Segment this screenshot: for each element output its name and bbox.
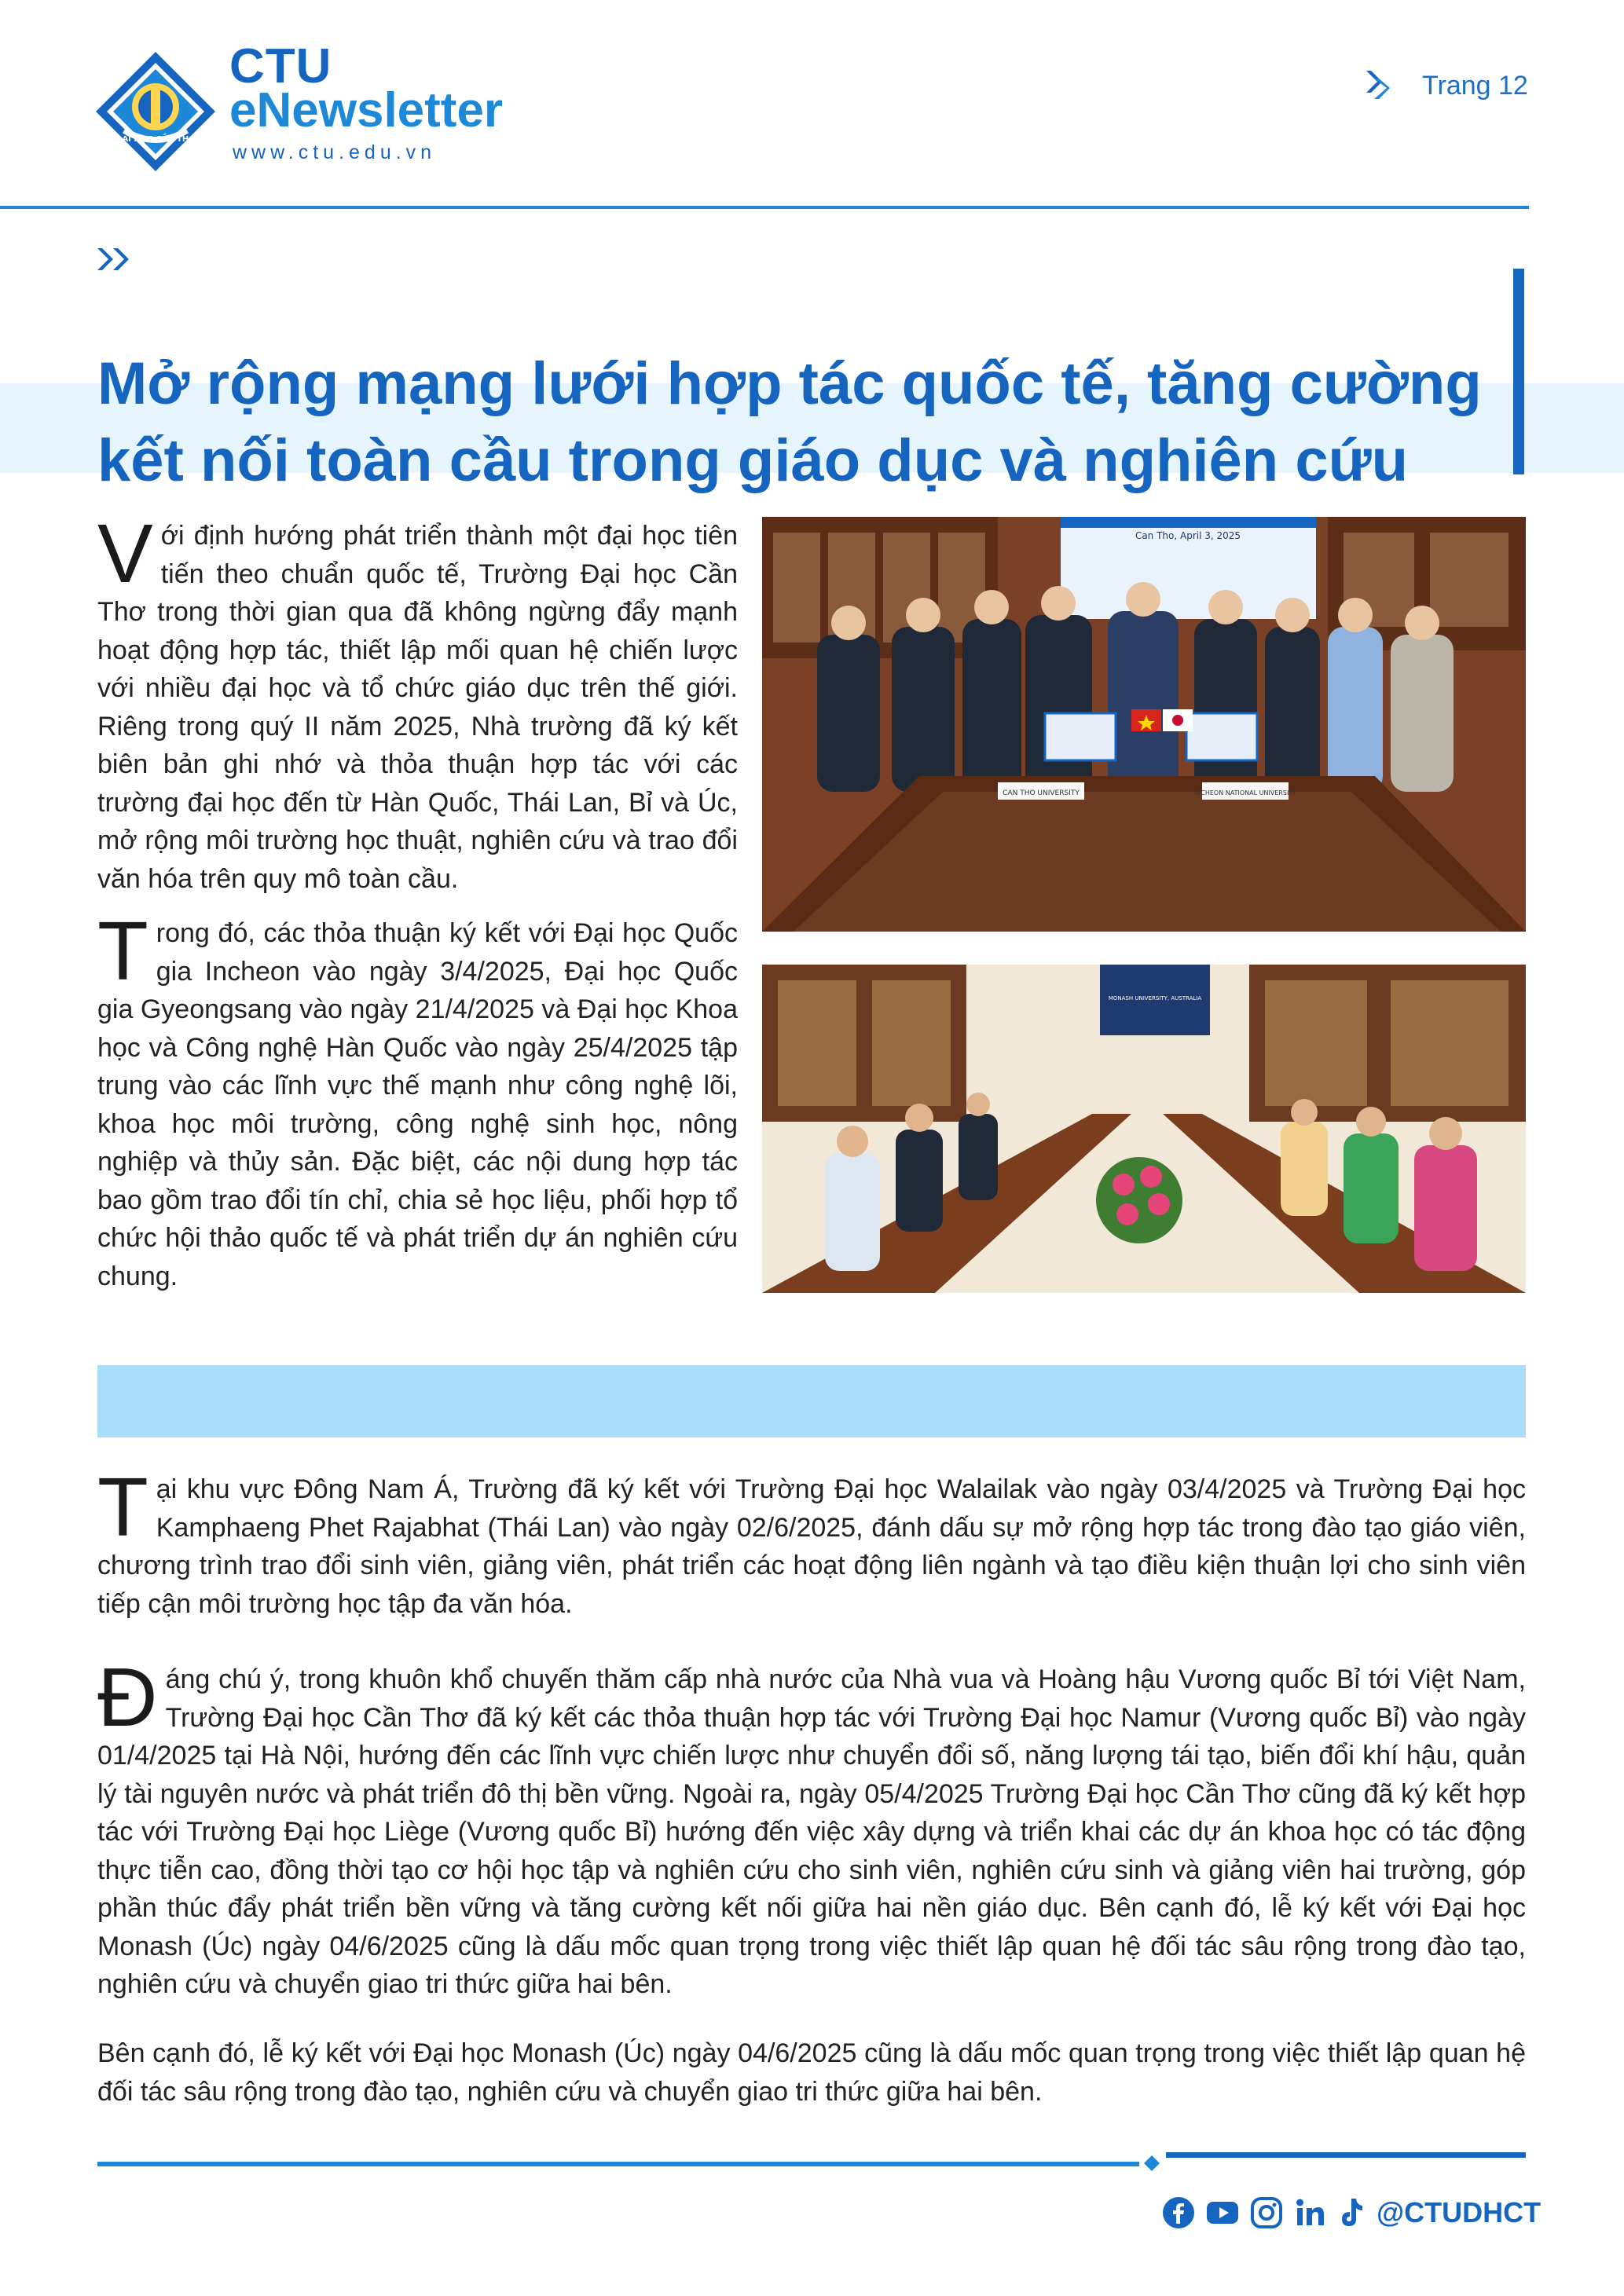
- nameplate-left: CAN THO UNIVERSITY: [1003, 789, 1080, 797]
- section-divider-band: [97, 1365, 1526, 1437]
- footer-divider-left: [97, 2162, 1139, 2166]
- photo-signing-ceremony: [762, 517, 1526, 932]
- ctu-logo: [93, 49, 218, 174]
- screen-caption: MONASH UNIVERSITY, AUSTRALIA: [1108, 995, 1202, 1002]
- page-number: Trang 12: [1422, 71, 1528, 101]
- footer-divider-right: [1166, 2152, 1526, 2158]
- drop-cap: V: [97, 507, 153, 600]
- nameplate-right: INCHEON NATIONAL UNIVERSITY: [1193, 789, 1297, 796]
- paragraph-korea: [97, 905, 738, 1295]
- svg-text:ĐẠI HỌC CẦN THƠ: ĐẠI HỌC CẦN THƠ: [115, 135, 196, 144]
- facebook-icon[interactable]: [1161, 2195, 1196, 2230]
- chevron-diamond-icon: [1363, 69, 1391, 101]
- screen-caption: Can Tho, April 3, 2025: [1135, 530, 1241, 541]
- youtube-icon[interactable]: [1205, 2195, 1240, 2230]
- paragraph-southeast-asia: [97, 1461, 1526, 1623]
- paragraph-belgium: [97, 1651, 1526, 2004]
- diamond-icon: [1144, 2155, 1160, 2171]
- drop-cap: Đ: [97, 1651, 158, 1744]
- paragraph-text: áng chú ý, trong khuôn khổ chuyến thăm cấp nhà nước của Nhà vua và Hoàng hậu Vương quốc Bỉ tới Việt Nam, Trường Đại học Cần Thơ đã ký kết các thỏa thuận hợp tác với Trường Đại học Namur (Vương quốc Bỉ) vào ngày 01/4/2025 tại Hà Nội, hướng đến các lĩnh vực chiến lược như chuyển đổi số, năng lượng tái tạo, biến đổi khí hậu, quản lý tài nguyên nước và phát triển đô thị bền vững. Ngoài ra, ngày 05/4/2025 Trường Đại học Cần Thơ cũng đã ký kết hợp tác với Trường Đại học Liège (Vương quốc Bỉ) hướng đến việc xây dựng và triển khai các dự án khoa học có tác động thực tiễn cao, đồng thời tạo cơ hội học tập và nghiên cứu cho sinh viên, nghiên cứu sinh và giảng viên hai trường, góp phần thúc đẩy phát triển bền vững và tăng cường kết nối giữa hai nền giáo dục. Bên cạnh đó, lễ ký kết với Đại học Monash (Úc) ngày 04/6/2025 cũng là dấu mốc quan trọng trong việc thiết lập quan hệ đối tác sâu rộng trong đào tạo, nghiên cứu và chuyển giao tri thức giữa hai bên.: [97, 1664, 1526, 1999]
- brand-ctu: CTU: [229, 39, 332, 93]
- website-url[interactable]: www.ctu.edu.vn: [233, 141, 437, 163]
- photo-monash-meeting: [762, 965, 1526, 1293]
- title-accent-bar: [1513, 269, 1524, 474]
- double-chevron-icon: [96, 247, 134, 273]
- paragraph-monash: Bên cạnh đó, lễ ký kết với Đại học Monash (Úc) ngày 04/6/2025 cũng là dấu mốc quan trọng trong việc thiết lập quan hệ đối tác sâu rộng trong đào tạo, nghiên cứu và chuyển giao tri thức giữa hai bên.: [97, 2038, 1526, 2107]
- brand-enewsletter: eNewsletter: [229, 83, 504, 137]
- tiktok-icon[interactable]: [1336, 2195, 1367, 2230]
- paragraph-text: ại khu vực Đông Nam Á, Trường đã ký kết với Trường Đại học Walailak vào ngày 03/4/2025 và Trường Đại học Kamphaeng Phet Rajabhat (Thái Lan) vào ngày 02/6/2025, đánh dấu sự mở rộng hợp tác trong đào tạo giáo viên, chương trình trao đổi sinh viên, giảng viên, phát triển các hoạt động liên ngành và tạo điều kiện thuận lợi cho sinh viên tiếp cận môi trường học tập đa văn hóa.: [97, 1474, 1526, 1619]
- article-title: Mở rộng mạng lưới hợp tác quốc tế, tăng cường kết nối toàn cầu trong giáo dục và nghiên cứu: [97, 350, 1482, 494]
- drop-cap: T: [97, 1461, 148, 1554]
- instagram-icon[interactable]: [1249, 2195, 1284, 2230]
- linkedin-icon[interactable]: [1293, 2195, 1328, 2230]
- header-divider: [0, 206, 1529, 209]
- drop-cap: T: [97, 905, 148, 998]
- social-handle[interactable]: @CTUDHCT: [1377, 2196, 1542, 2228]
- paragraph-text: ới định hướng phát triển thành một đại học tiên tiến theo chuẩn quốc tế, Trường Đại học Cần Thơ trong thời gian qua đã không ngừng đẩy mạnh hoạt động hợp tác, thiết lập mối quan hệ chiến lược với nhiều đại học và tổ chức giáo dục trên thế giới. Riêng trong quý II năm 2025, Nhà trường đã ký kết biên bản ghi nhớ và thỏa thuận hợp tác với các trường đại học đến từ Hàn Quốc, Thái Lan, Bỉ và Úc, mở rộng môi trường học thuật, nghiên cứu và trao đổi văn hóa trên quy mô toàn cầu.: [97, 521, 738, 894]
- paragraph-text: rong đó, các thỏa thuận ký kết với Đại học Quốc gia Incheon vào ngày 3/4/2025, Đại học Quốc gia Gyeongsang vào ngày 21/4/2025 và Đại học Khoa học và Công nghệ Hàn Quốc vào ngày 25/4/2025 tập trung vào các lĩnh vực thế mạnh như công nghệ lõi, khoa học môi trường, công nghệ sinh học, nông nghiệp và thủy sản. Đặc biệt, các nội dung hợp tác bao gồm trao đổi tín chỉ, chia sẻ học liệu, phối hợp tổ chức hội thảo quốc tế và phát triển dự án nghiên cứu chung.: [97, 918, 738, 1291]
- paragraph-intro: [97, 507, 738, 898]
